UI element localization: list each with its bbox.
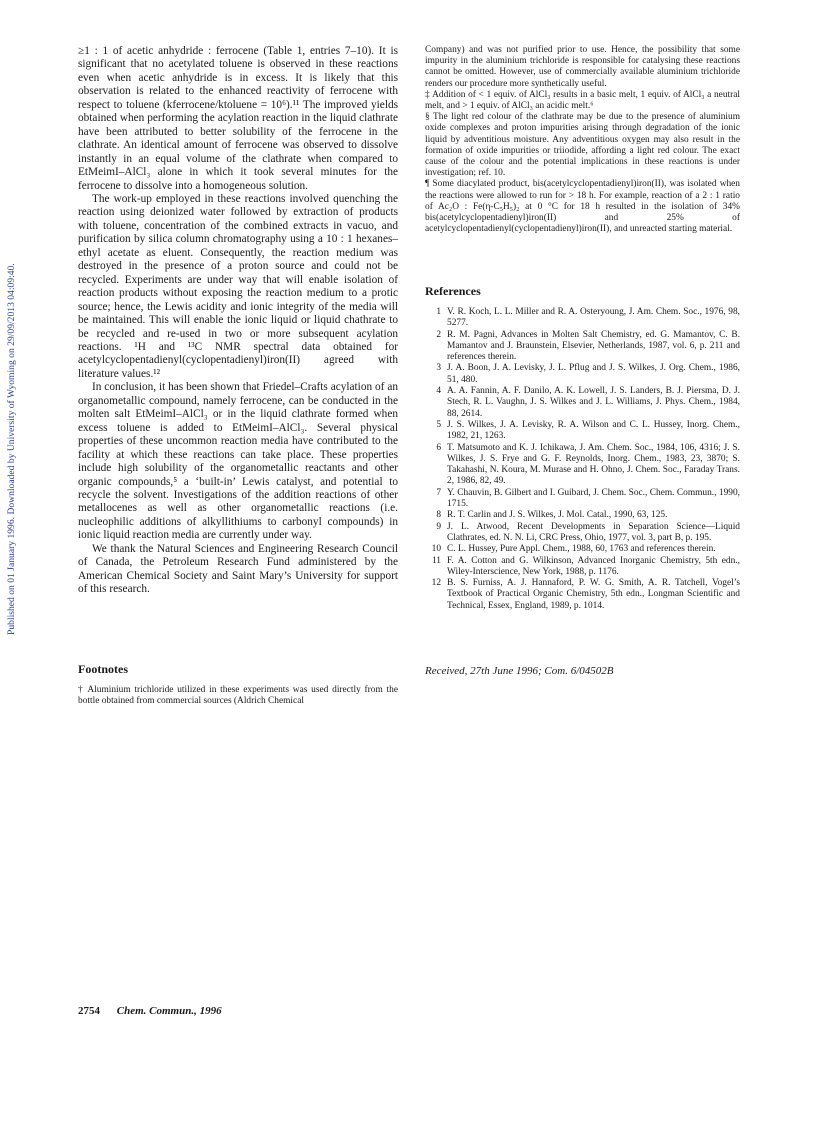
reference-item: 1 V. R. Koch, L. L. Miller and R. A. Osteryoung, J. Am. Chem. Soc., 1976, 98, 5277. xyxy=(436,307,740,329)
left-column xyxy=(78,45,398,597)
download-notice-text: Published on 01 January 1996. Downloaded by University of Wyoming on 29/09/2013 04:09:40. xyxy=(6,263,17,635)
footnote-text: † Aluminium trichloride utilized in these experiments was used directly from the bottle obtained from commercial sources (Aldrich Chemical xyxy=(78,685,398,707)
journal-name: Chem. Commun., 1996 xyxy=(116,1005,222,1017)
acknowledgement-paragraph: We thank the Natural Sciences and Engineering Research Council of Canada, the Petroleum Research Fund administered by the American Chemical Society and Saint Mary’s University for support of this research. xyxy=(78,542,398,596)
footnote-section: § The light red colour of the clathrate may be due to the presence of aluminium oxide complexes and proton impurities arising through degradation of the ionic liquid by adventitious moisture. Any adventitious oxygen may also result in the formation of oxide impurities or triiodide, affording a light red colour. The exact cause of the colour and the potential implications in these reactions is under investigation; ref. 10. xyxy=(425,112,740,179)
reference-item: 7 Y. Chauvin, B. Gilbert and I. Guibard, J. Chem. Soc., Chem. Commun., 1990, 1715. xyxy=(436,487,740,510)
download-watermark xyxy=(4,30,18,1130)
footnote-dagger xyxy=(78,685,398,707)
reference-item: 9 J. L. Atwood, Recent Developments in Separation Science—Liquid Clathrates, ed. N. N. Li, CRC Press, Ohio, 1977, vol. 3, part B, p. 195. xyxy=(436,521,740,543)
reference-item: 8 R. T. Carlin and J. S. Wilkes, J. Mol. Catal., 1990, 63, 125. xyxy=(436,510,668,521)
footnote-continued: Company) and was not purified prior to use. Hence, the possibility that some impurity in the aluminium trichloride is responsible for catalysing these reactions cannot be omitted. However, use of commercially available aluminium trichloride renders our procedure more synthetically useful. xyxy=(425,45,740,89)
body-paragraph-2: The work-up employed in these reactions involved quenching the reaction using deionized water followed by extraction of products with toluene, concentration of the combined extracts in vacuo, and purification by silica column chromatography using a 10 : 1 hexanes–ethyl acetate as eluent. Consequently, the reaction medium was destroyed in the presence of a proton source and could not be recycled. Experiments are under way that will enable isolation of reaction products without exposing the reaction medium to a protic source; hence, the Lewis acidity and ionic integrity of the media will be maintained. This will enable the ionic liquid or liquid chathrate to be recycled and re-used in two or more subsequent acylation reactions. ¹H and ¹³C NMR spectral data obtained for acetylcyclopentadienyl(cyclopentadienyl)iron(II) agreed with literature values.¹² xyxy=(78,192,398,380)
references-heading: References xyxy=(425,284,481,298)
right-column-footnotes xyxy=(425,45,740,235)
reference-item: 10 C. L. Hussey, Pure Appl. Chem., 1988, 60, 1763 and references therein. xyxy=(431,544,716,555)
reference-item: 5 J. S. Wilkes, J. A. Levisky, R. A. Wilson and C. L. Hussey, Inorg. Chem., 1982, 21, 1263. xyxy=(436,419,740,442)
body-paragraph-1: ≥1 : 1 of acetic anhydride : ferrocene (Table 1, entries 7–10). It is significant that no acetylated toluene is observed in these reactions even when acetic anhydride is in excess. It is likely that this observation is related to the enhanced reactivity of ferrocene with respect to toluene (kferrocene/ktoluene = 10⁶).¹¹ The improved yields obtained when performing the acylation reaction in the liquid clathrate have been attributed to better solubility of the ferrocene in the clathrate. An identical amount of ferrocene was observed to dissolve instantly in an equal volume of the clathrate when compared to EtMeimI–AlCl₃ alone in which it took several minutes for the ferrocene to dissolve into a homogeneous solution. xyxy=(78,45,398,192)
reference-item: 3 J. A. Boon, J. A. Levisky, J. L. Pflug and J. S. Wilkes, J. Org. Chem., 1986, 51, 480. xyxy=(436,363,740,385)
reference-item: 6 T. Matsumoto and K. J. Ichikawa, J. Am. Chem. Soc., 1984, 106, 4316; J. S. Wilkes, J. S. Frye and G. F. Reynolds, Inorg. Chem., 1983, 23, 3870; S. Takahashi, N. Koura, M. Murase and H. Ohno, J. Chem. Soc., Faraday Trans. 2, 1986, 82, 49. xyxy=(436,442,740,487)
footnote-pilcrow: ¶ Some diacylated product, bis(acetylcyclopentadienyl)iron(II), was isolated when the reactions were allowed to run for > 18 h. For example, reaction of a 2 : 1 ratio of Ac₂O : Fe(η-C₅H₅)₂ at 0 °C for 18 h resulted in the isolation of 34% bis(acetylcyclopentadienyl)iron(II) and 25% of acetylcyclopentadienyl(cyclopentadienyl)iron(II), and unreacted starting material. xyxy=(425,179,740,235)
page-footer xyxy=(78,1005,222,1017)
received-date: Received, 27th June 1996; Com. 6/04502B xyxy=(425,665,614,677)
reference-item: 4 A. A. Fannin, A. F. Danilo, A. K. Lowell, J. S. Landers, B. J. Piersma, D. J. Stech, R. L. Vaughn, J. S. Wilkes and J. L. Williams, J. Phys. Chem., 1984, 88, 2614. xyxy=(436,386,740,419)
reference-item: 2 R. M. Pagni, Advances in Molten Salt Chemistry, ed. G. Mamantov, C. B. Mamantov and J. Braunstein, Elsevier, Netherlands, 1987, vol. 6, p. 211 and references therein. xyxy=(436,329,740,363)
reference-item: 11 F. A. Cotton and G. Wilkinson, Advanced Inorganic Chemistry, 5th edn., Wiley-Interscience, New York, 1988, p. 1176. xyxy=(431,555,740,577)
body-paragraph-3: In conclusion, it has been shown that Friedel–Crafts acylation of an organometallic compound, namely ferrocene, can be conducted in the molten salt EtMeimI–AlCl₃ or in the liquid clathrate formed when excess toluene is added to EtMeimI–AlCl₃. Several physical properties of these uncommon reaction media have contributed to the facility at which these reactions can take place. These properties include high solubility of the organometallic reactants and other organic compounds,⁵ a ‘built-in’ Lewis catalyst, and potential to recycle the solvent. Investigations of the addition reactions of other metallocenes as well as other organometallic reactions (i.e. nucleophilic additions of alkyllithiums to carbonyl compounds) in ionic liquid reaction media are currently under way. xyxy=(78,381,398,542)
references-list xyxy=(425,307,740,612)
footnotes-heading: Footnotes xyxy=(78,662,128,676)
reference-item: 12 B. S. Furniss, A. J. Hannaford, P. W. G. Smith, A. R. Tatchell, Vogel’s Textbook of Practical Organic Chemistry, 5th edn., Longman Scientific and Technical, Essex, England, 1989, p. 1014. xyxy=(431,578,740,611)
page-number: 2754 xyxy=(78,1005,100,1017)
footnote-double-dagger: ‡ Addition of < 1 equiv. of AlCl₃ results in a basic melt, 1 equiv. of AlCl₃ a neutral melt, and > 1 equiv. of AlCl₃ an acidic melt.⁶ xyxy=(425,89,740,112)
